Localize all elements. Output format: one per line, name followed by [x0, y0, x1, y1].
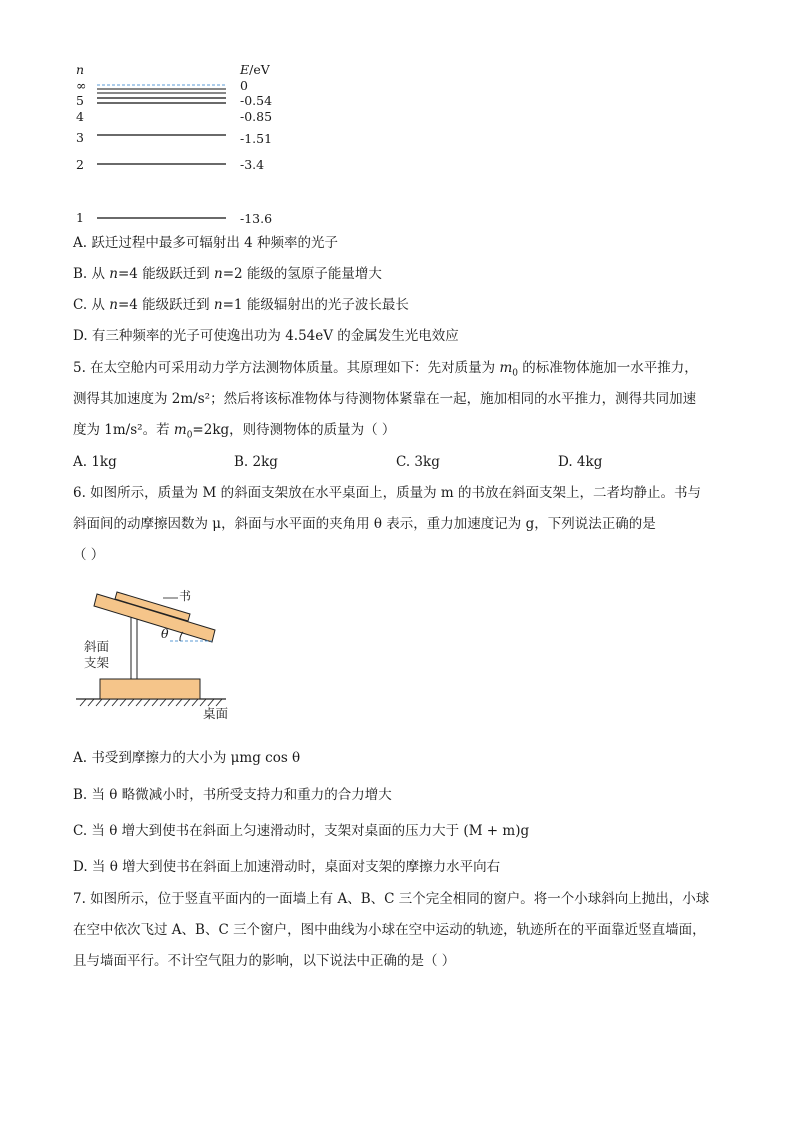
q4-option-a: A. 跃迁过程中最多可辐射出 4 种频率的光子 — [73, 235, 339, 251]
q4-option-c: C. 从 n=4 能级跃迁到 n=1 能级辐射出的光子波长最长 — [73, 297, 409, 313]
level-e-1: -13.6 — [240, 211, 273, 226]
level-e-2: -3.4 — [240, 157, 265, 172]
q4-option-b: B. 从 n=4 能级跃迁到 n=2 能级的氢原子能量增大 — [73, 266, 382, 282]
level-n-2: 2 — [76, 157, 84, 172]
book-label: 书 — [179, 589, 192, 603]
stand-base — [100, 679, 200, 699]
q6-line-1: 6. 如图所示，质量为 M 的斜面支架放在水平桌面上，质量为 m 的书放在斜面支架上，二者均静止。书与 — [73, 485, 701, 501]
level-n-4: 4 — [76, 109, 84, 124]
q4-option-d: D. 有三种频率的光子可使逸出功为 4.54eV 的金属发生光电效应 — [73, 328, 459, 344]
q7-line-2: 在空中依次飞过 A、B、C 三个窗户，图中曲线为小球在空中运动的轨迹，轨迹所在的平面靠近竖直墙面， — [73, 922, 706, 938]
q6-line-3: （ ） — [73, 547, 105, 563]
level-n-1: 1 — [76, 210, 84, 225]
theta-arc — [180, 632, 183, 641]
q5-option-c: C. 3kg — [396, 454, 440, 470]
level-n-inf: ∞ — [76, 78, 87, 93]
energy-axis-label: E/eV — [240, 62, 270, 77]
q6-option-c: C. 当 θ 增大到使书在斜面上匀速滑动时，支架对桌面的压力大于 (M + m)g — [73, 823, 530, 839]
level-e-4: -0.85 — [240, 109, 273, 124]
q7-line-1: 7. 如图所示，位于竖直平面内的一面墙上有 A、B、C 三个完全相同的窗户。将一个小球斜向上抛出，小球 — [73, 891, 710, 907]
q5-line-2: 测得其加速度为 2m/s²；然后将该标准物体与待测物体紧靠在一起，施加相同的水平推力，测得共同加速 — [73, 391, 697, 407]
desk-label: 桌面 — [203, 706, 229, 721]
level-n-5: 5 — [76, 93, 84, 108]
level-n-3: 3 — [76, 130, 84, 145]
q5-line-3: 度为 1m/s²。若 $m_0=2kg$，则待测物体的质量为（ ） — [73, 422, 396, 441]
q6-option-a: A. 书受到摩擦力的大小为 μmg cos θ — [73, 750, 301, 766]
q5-option-d: D. 4kg — [558, 454, 603, 470]
level-e-3: -1.51 — [240, 131, 273, 146]
desk-hatching — [80, 699, 222, 706]
n-axis-label: n — [76, 62, 85, 77]
q5-option-b: B. 2kg — [234, 454, 278, 470]
q7-line-3: 且与墙面平行。不计空气阻力的影响，以下说法中正确的是（ ） — [73, 953, 456, 969]
theta-label: θ — [161, 626, 169, 641]
q5-option-a: A. 1kg — [73, 454, 117, 470]
q6-option-b: B. 当 θ 略微减小时，书所受支持力和重力的合力增大 — [73, 787, 392, 803]
level-e-5: -0.54 — [240, 93, 273, 108]
stand-label-line2: 支架 — [84, 655, 110, 670]
incline-plank — [94, 594, 215, 642]
q6-line-2: 斜面间的动摩擦因数为 μ，斜面与水平面的夹角用 θ 表示，重力加速度记为 g，下列说法正确的是 — [73, 516, 656, 532]
stand-label-line1: 斜面 — [84, 639, 110, 654]
level-e-inf: 0 — [240, 78, 248, 93]
q6-option-d: D. 当 θ 增大到使书在斜面上加速滑动时，桌面对支架的摩擦力水平向右 — [73, 859, 501, 875]
q5-line-1: 5. 在太空舱内可采用动力学方法测物体质量。其原理如下：先对质量为 $m_0$ 的标准物体施加一水平推力， — [73, 360, 698, 379]
